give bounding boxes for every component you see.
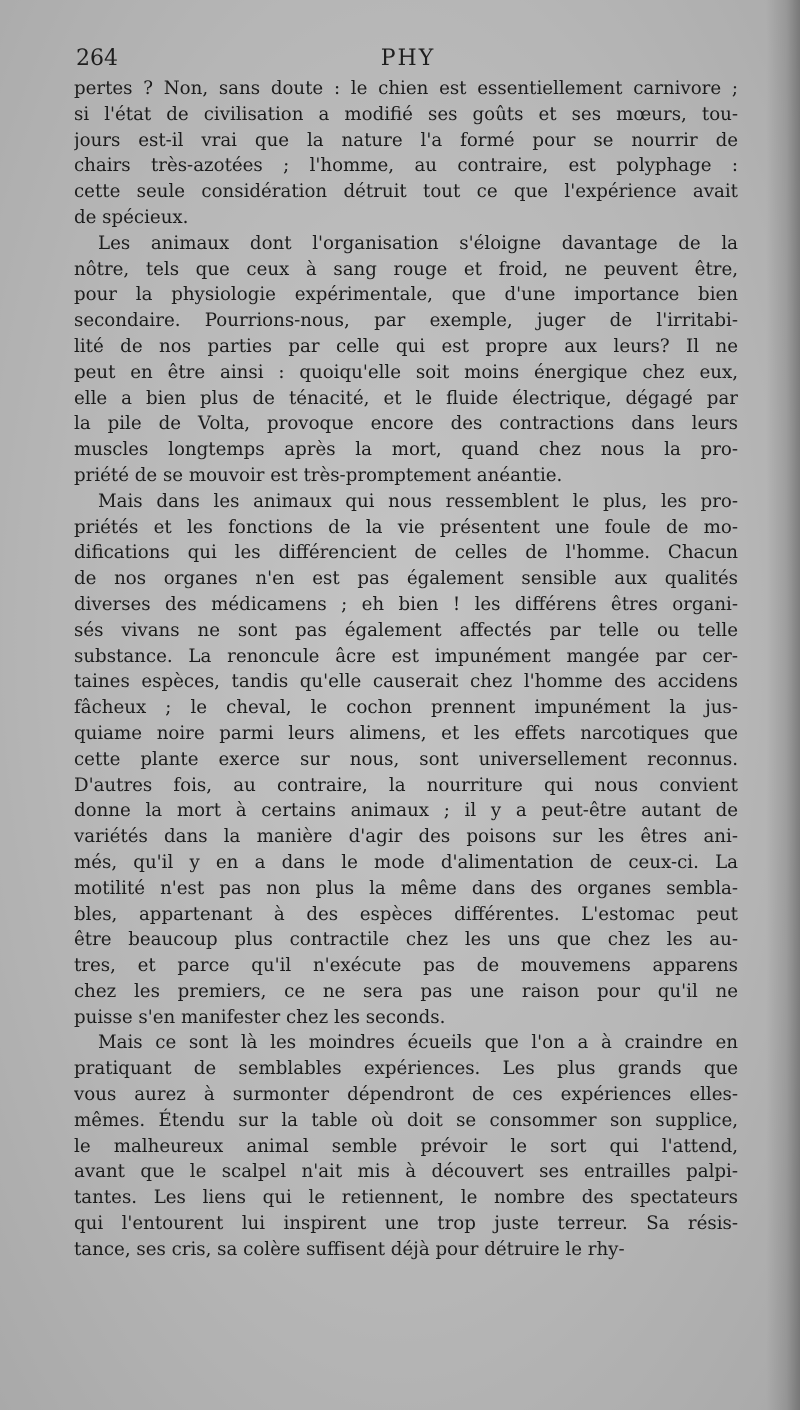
text-line: de spécieux. (74, 206, 189, 228)
text-line: chairs très-azotées ; l'homme, au contraire, est polyphage : (74, 155, 738, 177)
text-line: difications qui les différencient de celles de l'homme. Chacun (74, 542, 738, 564)
text-line: pour la physiologie expérimentale, que d'une importance bien (74, 284, 738, 306)
body-text (74, 76, 738, 1263)
text-line: pratiquant de semblables expériences. Les plus grands que (74, 1058, 738, 1080)
text-line: tres, et parce qu'il n'exécute pas de mouvemens apparens (74, 955, 738, 977)
text-line: taines espèces, tandis qu'elle causerait chez l'homme des accidens (74, 671, 738, 693)
text-line: priétés et les fonctions de la vie présentent une foule de mo- (74, 516, 738, 538)
text-line: si l'état de civilisation a modifié ses goûts et ses mœurs, tou- (74, 103, 738, 125)
paragraph (74, 231, 738, 489)
text-line: cette seule considération détruit tout ce que l'expérience avait (74, 181, 738, 203)
page-gutter-shadow (766, 0, 800, 1410)
text-line: fâcheux ; le cheval, le cochon prennent impunément la jus- (74, 697, 738, 719)
text-line: qui l'entourent lui inspirent une trop juste terreur. Sa résis- (74, 1213, 738, 1235)
text-line: D'autres fois, au contraire, la nourriture qui nous convient (74, 774, 738, 796)
text-line: nôtre, tels que ceux à sang rouge et froid, ne peuvent être, (74, 258, 738, 280)
text-line: puisse s'en manifester chez les seconds. (74, 1006, 446, 1028)
text-line: la pile de Volta, provoque encore des contractions dans leurs (74, 413, 738, 435)
text-line: le malheureux animal semble prévoir le sort qui l'attend, (74, 1135, 738, 1157)
text-line: més, qu'il y en a dans le mode d'alimentation de ceux-ci. La (74, 851, 738, 873)
text-line: cette plante exerce sur nous, sont universellement reconnus. (74, 748, 738, 770)
text-line: pertes ? Non, sans doute : le chien est essentiellement carnivore ; (74, 78, 738, 99)
text-line: tance, ses cris, sa colère suffisent déjà pour détruire le rhy- (74, 1238, 625, 1260)
text-line: Les animaux dont l'organisation s'éloigne davantage de la (98, 232, 738, 254)
text-line: motilité n'est pas non plus la même dans des organes sembla- (74, 877, 738, 899)
text-line: avant que le scalpel n'ait mis à découvert ses entrailles palpi- (74, 1161, 738, 1183)
text-line: quiame noire parmi leurs alimens, et les effets narcotiques que (74, 722, 738, 744)
text-line: substance. La renoncule âcre est impunément mangée par cer- (74, 645, 738, 667)
text-line: sés vivans ne sont pas également affectés par telle ou telle (74, 619, 738, 641)
text-line: lité de nos parties par celle qui est propre aux leurs? Il ne (74, 335, 738, 357)
paragraph (74, 76, 738, 231)
text-line: être beaucoup plus contractile chez les uns que chez les au- (74, 929, 738, 951)
text-line: variétés dans la manière d'agir des poisons sur les êtres ani- (74, 826, 738, 848)
page-header (76, 46, 740, 80)
text-line: jours est-il vrai que la nature l'a formé pour se nourrir de (74, 129, 738, 151)
running-head: PHY (380, 46, 436, 71)
text-line: bles, appartenant à des espèces différentes. L'estomac peut (74, 903, 738, 925)
text-line: Mais dans les animaux qui nous ressemblent le plus, les pro- (98, 490, 738, 512)
text-line: Mais ce sont là les moindres écueils que l'on a à craindre en (98, 1032, 738, 1054)
text-line: elle a bien plus de ténacité, et le fluide électrique, dégagé par (74, 387, 738, 409)
text-line: donne la mort à certains animaux ; il y a peut-être autant de (74, 800, 738, 822)
text-line: mêmes. Étendu sur la table où doit se consommer son supplice, (74, 1109, 738, 1131)
text-line: vous aurez à surmonter dépendront de ces expériences elles- (74, 1084, 738, 1106)
text-line: secondaire. Pourrions-nous, par exemple, juger de l'irritabi- (74, 310, 738, 332)
text-line: priété de se mouvoir est très-promptement anéantie. (74, 464, 563, 486)
page-number: 264 (76, 46, 118, 71)
paragraph (74, 489, 738, 1031)
paragraph (74, 1030, 738, 1262)
text-line: chez les premiers, ce ne sera pas une raison pour qu'il ne (74, 980, 738, 1002)
text-line: peut en être ainsi : quoiqu'elle soit moins énergique chez eux, (74, 361, 738, 383)
text-line: muscles longtemps après la mort, quand chez nous la pro- (74, 439, 738, 461)
text-line: de nos organes n'en est pas également sensible aux qualités (74, 568, 738, 590)
text-line: tantes. Les liens qui le retiennent, le nombre des spectateurs (74, 1187, 738, 1209)
text-line: diverses des médicamens ; eh bien ! les différens êtres organi- (74, 593, 738, 615)
